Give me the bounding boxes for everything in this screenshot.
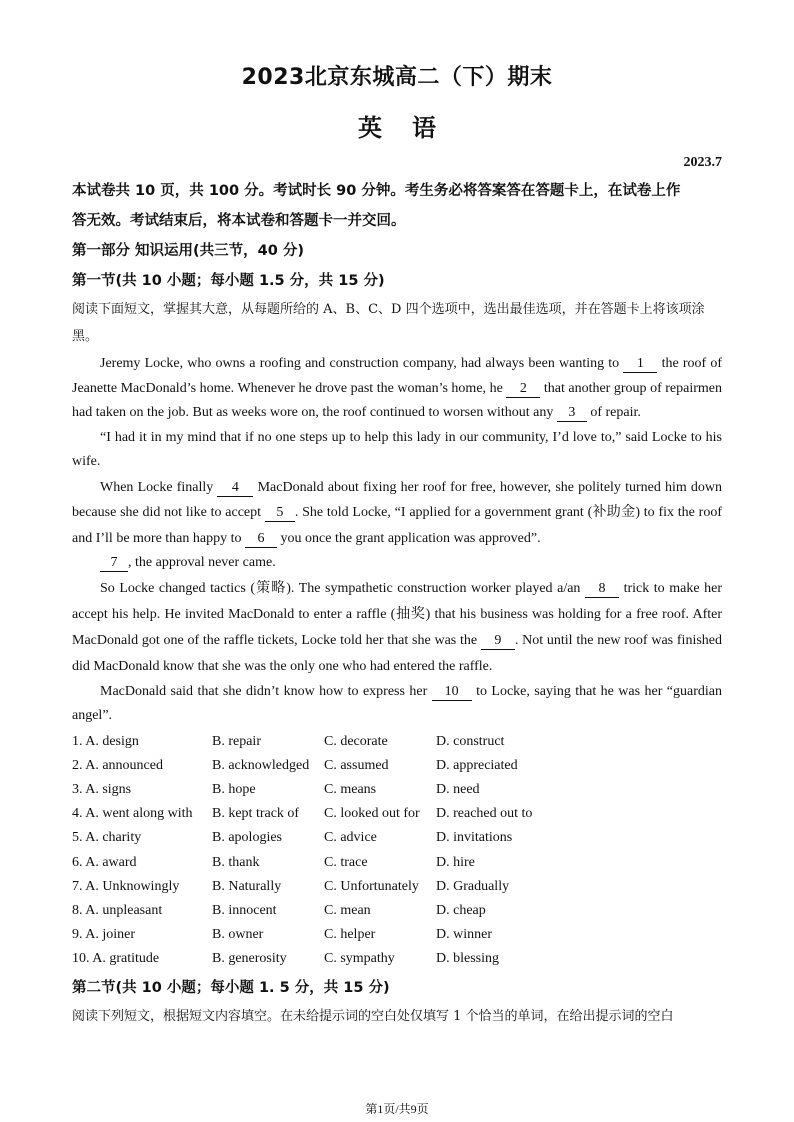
option-d: D. construct (436, 733, 505, 749)
subject-title: 英语 (358, 114, 466, 142)
option-b: B. innocent (212, 902, 277, 918)
option-d: D. blessing (436, 951, 499, 967)
part1-heading: 第一部分 知识运用(共三节，40 分) (72, 243, 305, 259)
passage-text: of repair. (590, 405, 641, 420)
instructions-line-1: 本试卷共 10 页，共 100 分。考试时长 90 分钟。考生务必将答案答在答题卡上，在试卷上作 (72, 183, 681, 199)
option-c: C. helper (324, 927, 376, 943)
passage-paragraph-3 (72, 475, 722, 552)
option-a: 10. A. gratitude (72, 951, 160, 967)
option-a: 1. A. design (72, 733, 139, 749)
option-a: 7. A. Unknowingly (72, 878, 180, 894)
blank-1: 1 (623, 356, 657, 373)
option-a: 3. A. signs (72, 781, 132, 797)
blank-3: 3 (557, 405, 587, 422)
passage-text: . Not until the new roof was finished did MacDonald know that she was the only one who had entered the raffle. (72, 632, 722, 674)
option-row (72, 754, 722, 778)
section2-directions: 阅读下列短文，根据短文内容填空。在未给提示词的空白处仅填写 1 个恰当的单词，在给出提示词的空白 (72, 1009, 674, 1025)
option-c: C. advice (324, 830, 377, 846)
option-d: D. cheap (436, 902, 486, 918)
passage-text: When Locke finally (100, 479, 214, 495)
section2-heading: 第二节(共 10 小题；每小题 1. 5 分，共 15 分) (72, 980, 390, 997)
option-b: B. kept track of (212, 806, 300, 822)
passage-text: you once the grant application was approved”. (280, 530, 541, 546)
passage-text: to Locke, saying that he was her “guardian angel”. (72, 683, 722, 723)
exam-date: 2023.7 (683, 155, 722, 170)
option-row (72, 730, 722, 754)
option-d: D. appreciated (436, 757, 518, 773)
option-row (72, 899, 722, 923)
option-d: D. need (436, 781, 480, 797)
option-b: B. acknowledged (212, 757, 310, 773)
option-c: C. looked out for (324, 806, 420, 822)
option-a: 4. A. went along with (72, 806, 193, 822)
passage-paragraph-6 (72, 680, 722, 728)
option-d: D. hire (436, 854, 475, 870)
option-row (72, 947, 722, 971)
passage-text: Jeremy Locke, who owns a roofing and construction company, had always been wanting to (100, 356, 620, 371)
blank-4: 4 (217, 480, 253, 497)
passage-text: MacDonald said that she didn’t know how to express her (100, 683, 428, 699)
option-b: B. apologies (212, 830, 282, 846)
options-list (72, 730, 722, 972)
blank-7: 7 (100, 555, 128, 572)
passage-text: . She told Locke, “I applied for a government grant (补助金) to fix the roof and I’ll be more than happy to (72, 505, 722, 546)
option-c: C. trace (324, 854, 368, 870)
option-b: B. generosity (212, 951, 287, 967)
option-d: D. invitations (436, 830, 513, 846)
passage-text: MacDonald about fixing her roof for free, however, she politely turned him down because she did not like to accept (72, 479, 723, 520)
blank-8: 8 (585, 581, 619, 598)
option-b: B. thank (212, 854, 260, 870)
option-row (72, 923, 722, 947)
option-c: C. sympathy (324, 951, 395, 967)
option-d: D. winner (436, 927, 492, 943)
option-c: C. assumed (324, 757, 389, 773)
option-b: B. Naturally (212, 878, 282, 894)
passage-text: So Locke changed tactics (策略). The sympathetic construction worker played a/an (100, 580, 581, 596)
exam-title: 2023北京东城高二（下）期末 (241, 65, 553, 90)
exam-content (72, 176, 722, 1030)
option-row (72, 875, 722, 899)
option-b: B. owner (212, 927, 264, 943)
option-a: 5. A. charity (72, 830, 142, 846)
instructions-line-2: 答无效。考试结束后，将本试卷和答题卡一并交回。 (72, 213, 406, 229)
passage-paragraph-5 (72, 576, 722, 680)
passage-text: the roof of Jeanette MacDonald’s home. Whenever he drove past the woman’s home, he (72, 356, 723, 396)
passage-paragraph-1 (72, 352, 722, 426)
passage-text: that another group of repairmen had taken on the job. But as weeks wore on, the roof continued to worsen without any (72, 380, 722, 420)
page-number: 第1页/共9页 (365, 1102, 429, 1116)
passage-text: trick to make her accept his help. He invited MacDonald to enter a raffle (抽奖) that his business was holding for a free roof. After MacDonald got one of the raffle tickets, Locke told her that she was the (72, 580, 722, 648)
passage-text: , the approval never came. (128, 555, 276, 570)
option-a: 2. A. announced (72, 757, 163, 773)
option-c: C. means (324, 781, 377, 797)
option-row (72, 850, 722, 874)
option-a: 9. A. joiner (72, 927, 135, 943)
blank-10: 10 (432, 684, 472, 701)
option-c: C. Unfortunately (324, 878, 419, 894)
blank-5: 5 (265, 505, 295, 522)
option-row (72, 802, 722, 826)
passage-paragraph-4 (72, 551, 722, 576)
blank-9: 9 (481, 633, 515, 650)
section1-directions: 阅读下面短文，掌握其大意，从每题所给的 A、B、C、D 四个选项中，选出最佳选项，并在答题卡上将该项涂黑。 (72, 302, 705, 344)
option-c: C. decorate (324, 733, 388, 749)
option-row (72, 778, 722, 802)
option-d: D. Gradually (436, 878, 510, 894)
blank-6: 6 (245, 531, 277, 548)
option-row (72, 826, 722, 850)
passage-paragraph-2: “I had it in my mind that if no one steps up to help this lady in our community, I’d love to,” said Locke to his wife. (72, 429, 722, 469)
option-b: B. repair (212, 733, 261, 749)
option-d: D. reached out to (436, 806, 533, 822)
option-a: 6. A. award (72, 854, 137, 870)
section1-heading: 第一节(共 10 小题；每小题 1.5 分，共 15 分) (72, 273, 385, 289)
blank-2: 2 (506, 381, 540, 398)
option-a: 8. A. unpleasant (72, 902, 163, 918)
option-c: C. mean (324, 902, 371, 918)
option-b: B. hope (212, 781, 256, 797)
